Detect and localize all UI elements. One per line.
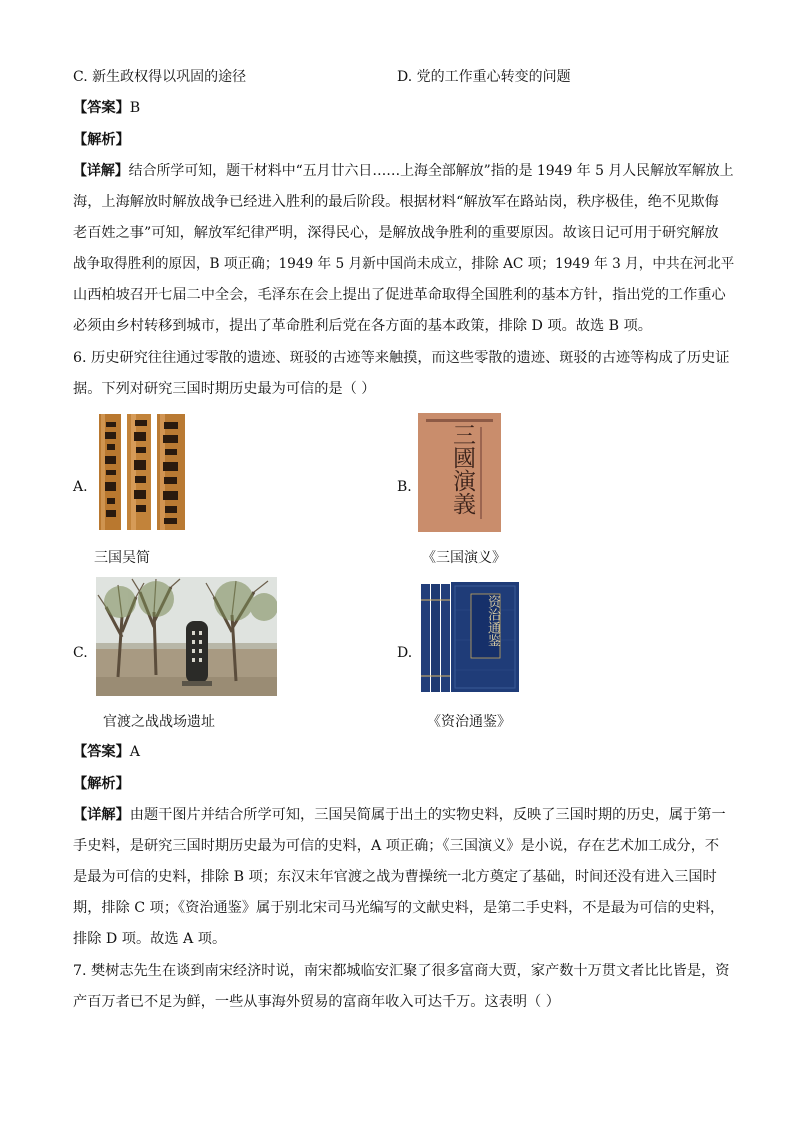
prev-detail-line: 海，上海解放时解放战争已经进入胜利的最后阶段。根据材料“解放军在路站岗，秩序极佳，绝不见欺侮 [73, 194, 719, 210]
detail-text: 由题干图片并结合所学可知，三国吴简属于出土的实物史料，反映了三国时期的历史，属于第一 [129, 807, 726, 823]
prev-option-c: C. 新生政权得以巩固的途径 [73, 69, 247, 85]
cover-title-text: 三國演義 [449, 423, 475, 515]
q6-option-a-label: A. [73, 479, 88, 495]
q6-detail-line: 手史料，是研究三国时期历史最为可信的史料，A 项正确；《三国演义》是小说，存在艺术加工成分，不 [73, 838, 720, 854]
q6-option-c-label: C. [73, 645, 88, 661]
prev-detail-line: 必须由乡村转移到城市，提出了革命胜利后党在各方面的基本政策，排除 D 项。故选 B 项。 [73, 318, 652, 334]
prev-option-d: D. 党的工作重心转变的问题 [397, 69, 571, 85]
answer-label: 【答案】 [73, 100, 130, 116]
q6-option-d-label: D. [397, 645, 413, 661]
detail-label: 【详解】 [73, 163, 129, 179]
answer-value: B [129, 100, 141, 116]
zizhi-tongjian-set-image [420, 580, 520, 695]
q6-option-b-caption: 《三国演义》 [422, 550, 506, 566]
prev-detail-line: 老百姓之事”可知，解放军纪律严明，深得民心，是解放战争胜利的重要原因。故该日记可用于研究解放 [73, 225, 719, 241]
answer-value: A [129, 744, 141, 760]
q6-option-c-caption: 官渡之战战场遗址 [103, 714, 215, 730]
q6-option-b-label: B. [397, 479, 412, 495]
prev-detail-line [73, 161, 734, 181]
cover-top-band [426, 419, 493, 422]
q7-stem-line: 产百万者已不足为鲜，一些从事海外贸易的富商年收入可达千万。这表明（ ） [73, 994, 560, 1010]
q6-detail-line: 期，排除 C 项；《资治通鉴》属于别北宋司马光编写的文献史料，是第二手史料，不是最为可信的史料， [73, 900, 725, 916]
q7-stem-line: 7. 樊树志先生在谈到南宋经济时说，南宋都城临安汇聚了很多富商大贾，家产数十万贯文者比比皆是，资 [73, 963, 730, 979]
prev-detail-line: 山西柏坡召开七届二中全会，毛泽东在会上提出了促进革命取得全国胜利的基本方针，指出党的工作重心 [73, 287, 726, 303]
q6-option-d-caption: 《资治通鉴》 [427, 714, 511, 730]
q6-analysis-label: 【解析】 [73, 776, 130, 792]
set-title-text: 资治通鉴 [485, 595, 500, 647]
prev-analysis-label: 【解析】 [73, 132, 130, 148]
sanguo-yanyi-cover-image [418, 413, 501, 532]
q6-option-a-caption: 三国吴简 [94, 550, 150, 566]
battlefield-site-image [96, 577, 277, 696]
q6-detail-line: 排除 D 项。故选 A 项。 [73, 931, 227, 947]
prev-answer [73, 98, 140, 118]
q6-detail-line [73, 805, 726, 825]
bamboo-slips-image [97, 412, 187, 532]
q6-answer [73, 742, 140, 762]
detail-label: 【详解】 [73, 807, 130, 823]
answer-label: 【答案】 [73, 744, 130, 760]
cover-side-line [480, 427, 482, 519]
detail-text: 结合所学可知，题干材料中“五月廿六日……上海全部解放”指的是 1949 年 5 月人民解放军解放上 [128, 163, 734, 179]
q6-stem-line: 据。下列对研究三国时期历史最为可信的是（ ） [73, 381, 376, 397]
q6-stem-line: 6. 历史研究往往通过零散的遗迹、斑驳的古迹等来触摸，而这些零散的遗迹、斑驳的古迹等构成了历史证 [73, 350, 730, 366]
prev-detail-line: 战争取得胜利的原因，B 项正确；1949 年 5 月新中国尚未成立，排除 AC 项；1949 年 3 月，中共在河北平 [73, 256, 735, 272]
q6-detail-line: 是最为可信的史料，排除 B 项；东汉末年官渡之战为曹操统一北方奠定了基础，时间还没有进入三国时 [73, 869, 717, 885]
